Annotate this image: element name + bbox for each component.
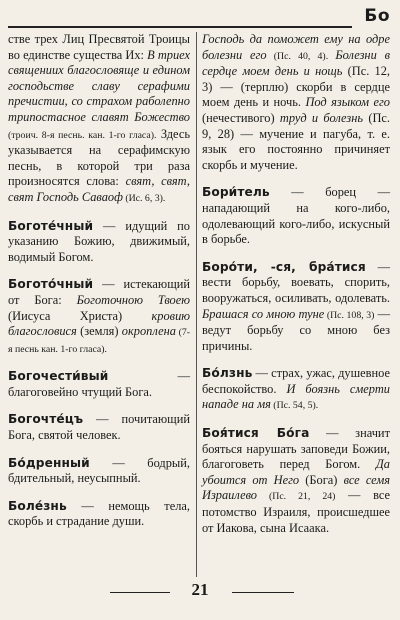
footer-rule-right [232,592,294,593]
text: (земля) [76,324,122,339]
entry-bogochtets [8,412,190,443]
definition: — борец — нападающий на кого-либо, одолевающий кого-либо, искусный в борьбе. [202,185,390,247]
quote: Боготочною Твоею [76,292,190,307]
definition: — страх, ужас, душевное беспокойство. [202,366,390,396]
column-divider [196,32,197,577]
definition: — благоговейно чтущий Бога. [8,369,190,399]
header-rule [8,26,352,28]
entry-boroti [202,260,390,355]
page-number: 21 [191,580,209,599]
definition: — вести борьбу, воевать, спорить, вооружаться, осиливать, одолевать. [202,259,390,305]
text: (нечестивого) [202,110,280,125]
definition: — значит бояться нарушать заповеди Божии, благоговеть перед Богом. [202,426,390,472]
headword: Бо́лзнь [202,366,253,381]
text: (Бога) [299,472,344,487]
text: стве трех Лиц Пресвятой Троицы во единстве существа Их: [8,32,190,62]
definition: — истекающий от Бога: [8,277,190,307]
entry-bolezn [8,499,190,530]
entry-boyatisya-boga [202,426,390,536]
quote: труд и болезнь [279,110,364,125]
text: (Пс. 12, 3) — (терплю) скорби в сердце моем день и ночь. [202,64,391,110]
text: (Пс. 9, 28) — мучение и пагуба, т. е. язык его постоянно причиняет скорбь и мучение. [202,110,390,172]
quote: свят, свят, свят Господь Саваоф [8,174,190,204]
entry-bodrenny [8,456,190,487]
quote: кровию благословися [8,308,190,339]
entry-continuation-right [202,32,390,173]
definition: — немощь тела, скорбь и страдание души. [8,498,190,529]
quote: окроплена [121,324,176,339]
entry-continuation-left [8,32,190,207]
entry-bolzn [202,366,390,414]
source-ref: (Ис. 6, 3). [122,192,166,204]
page-footer [0,578,400,608]
definition: — идущий по указанию Божию, движимый, водимый Богом. [8,218,190,264]
headword: Богото́чный [8,277,94,292]
headword: Боя́тися Бо́га [202,426,310,441]
headword: Бо́дренный [8,455,90,470]
source-ref: (Пс. 108, 3) [324,309,375,321]
quote: Господь да поможет ему на одре болезни его [202,32,390,62]
source-ref: (7-я песнь кан. 1-го гласа). [8,327,190,355]
quote: Брашася со мною туне [202,306,325,321]
running-head: Бо [364,6,390,26]
headword: Богочте́цъ [8,412,84,427]
headword: Бори́тель [202,185,270,200]
quote: Да убоится от Него [202,457,390,487]
source-ref: (Пс. 21, 24) [257,491,336,503]
source-ref: (Пс. 54, 5). [270,400,319,412]
headword: Боготе́чный [8,218,94,233]
entry-bogotechny [8,219,190,266]
definition: — почитающий Бога, святой человек. [8,412,190,443]
headword: Боро́ти, -ся, бра́тися [202,259,366,274]
quote: Болезни в сердце моем день и нощь [202,47,390,79]
text: Здесь указывается на серафимскую песнь, в которой три раза произносятся слова: [8,126,190,189]
definition: — бодрый, бдительный, неусыпный. [8,455,190,486]
headword: Боле́знь [8,498,67,513]
quote: В триех священиих благословяще и едином господьстве славу серафими пречистии, со страхом раболепно трипостасное славят Божество [8,47,191,124]
text: (Иисуса Христа) [8,308,152,323]
source-ref: (Пс. 40, 4). [266,50,336,62]
left-column [8,32,190,576]
quote: И боязнь смерти нападе на мя [202,381,390,412]
source-ref: (троич. 8-я песнь. кан. 1-го гласа). [8,129,157,141]
entry-bogotochny [8,277,190,357]
headword: Богочести́вый [8,369,109,384]
text: — ведут борьбу со мною без причины. [202,306,390,353]
quote: Под языком его [305,95,391,110]
quote: все семя Израилево [202,472,391,503]
right-column [202,32,390,576]
text: — все потомство Израиля, происшедшее от Иакова, сына Исаака. [202,488,390,535]
entry-bogochestivy [8,369,190,400]
entry-boritel [202,185,390,247]
